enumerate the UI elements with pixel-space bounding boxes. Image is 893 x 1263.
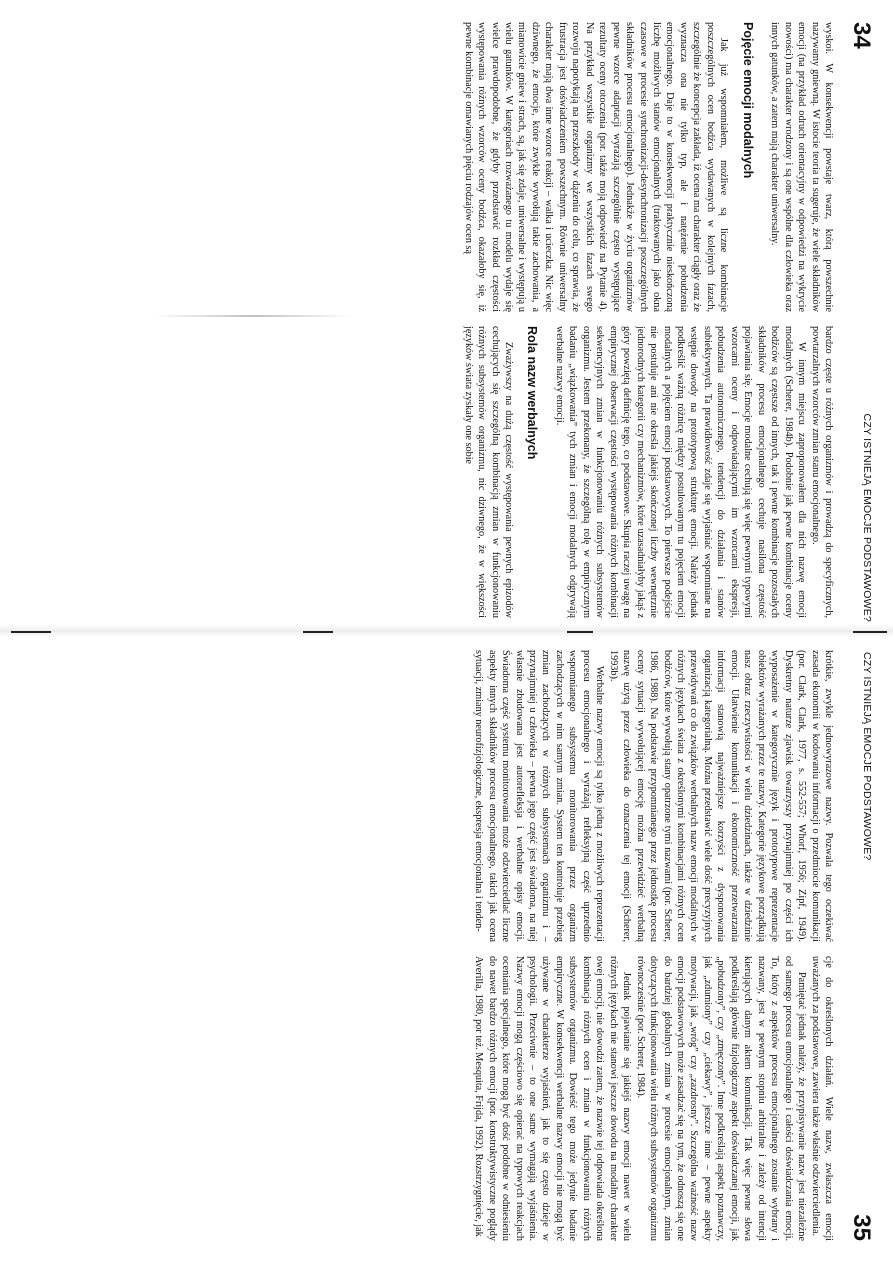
paragraph: krótkie, zwykle jednowyrazowe nazwy. Pozwala tego oczekiwać zasada ekonomii w kodowaniu informacji o przedmiocie komunikacji (por. Clark, Clark, 1977, s. 552-557; Whorf, 1956; Zipf, 1949). Dyskretny naturze zjawisk towarzyszy przynajmniej po części ich wyposażenie w kategorycznie język i prototypowe reprezentacje obiektów wyrażanych przez te nazwy. Kategorie językowe porządkują nasz obraz rzeczywistości w wielu dziedzinach, także w dziedzinie emocji. Ułatwienie komunikacji i ekonomiczność przetwarzania informacji stanowią najważniejsze korzyści z dysponowania organizacją kategorialną. Można przedstawić wiele dość precyzyjnych przewidywań co do związków werbalnych nazw emocji modalnych w różnych językach świata z określonymi kombinacjami różnych ocen bodźców, które wywołują stany opatrzone tymi nazwami (por. Scherer, 1986, 1988). Na podstawie przypomnianego przez jednostkę procesu oceny sytuacji wywołującej emocję można przewidzieć werbalną nazwę użytą przez człowieka do oznaczenia tej emocji (Scherer, 1993b).: [607, 650, 834, 942]
page-35: [0, 632, 893, 1263]
paragraph: Pamiętać jednak należy, że przypisywanie nazw jest niezależne od samego procesu emocjonalnego i całości doświadczania emocji. To, który z aspektów procesu emocjonalnego zostanie wybrany i nazwany, jest w pewnym stopniu arbitralne i zależy od intencji kierujących danym aktem komunikacji. Tak więc pewne słowa podkreślają głównie fizjologiczny aspekt doświadczanej emocji, jak „pobudzony”, czy „zmęczony”. Inne podkreślają aspekt poznawczy, jak „zdumiony” czy „ciekawy”, jeszcze inne – pewne aspekty motywacji, jak „wróg” czy „zazdrosny”. Szczególna ważność nazw emocji podstawowych może zasadzać się na tym, że odnoszą się one do bardziej globalnych zmian w procesie emocjonalnym, zmian dotyczących funkcjonowania wielu różnych subsystemów organizmu równocześnie (por. Scherer, 1984).: [634, 956, 808, 1241]
running-head: CZY ISTNIEJĄ EMOCJE PODSTAWOWE?: [861, 413, 873, 622]
paragraph: Werbalne nazwy emocji są tylko jedną z możliwych reprezentacji procesu emocjonalnego i wyrażają refleksyjną część uprzednio wspomnianego subsystemu monitorowania przez organizm zachodzących w nim samym zmian. System ten kontroluje przebieg zmian zachodzących w różnych subsystemach organizmu i – przynajmniej u człowieka – pewna jego część jest świadoma, na niej własnie zbudowana jest autorefleksja i werbalne opisy emocji. Świadoma część systemu monitorowania może odzwierciedlać liczne aspekty innych składników procesu emocjonalnego, takich jak ocena sytuacji, zmiany neurofizjologiczne, ekspresja emocjonalna i tenden-: [473, 650, 606, 942]
fold-mark: [11, 631, 51, 633]
fold-mark: [567, 631, 593, 633]
paragraph: Jednak pojawianie się jakiejś nazwy emocji nawet w wielu różnych językach nie stanowi jeszcze dowodu na modalny charakter owej emocji, nie dowodzi zatem, że nazwie tej odpowiada określona kombinacja różnych ocen i zmian w funkcjonowaniu różnych subsystemów organizmu. Dowieść tego może jedynie badanie empiryczne. W konsekwencji werbalne nazwy emocji nie mogą być używane w charakterze wyjaśnień, jak to się często dzieje w psychologii. Przeciwnie – to one same wymagają wyjaśnienia. Nazwy emocji mogą częściowo się opierać na typowych reakcjach oceniania specjalnego, które mogą być dość podobne w odniesieniu do nawet bardzo różnych emocji (por. konstruktywistyczne poglądy Averilla, 1980, por też. Mesquita, Frijda, 1992). Rozstrzygnięcie, jak: [473, 956, 633, 1241]
section-heading: Pojęcie emocji modalnych: [740, 22, 755, 179]
fold-mark: [303, 631, 333, 633]
paragraph: wyskoi. W konsekwencji powstaje twarz, którą powszechnie nazywamy gniewną. W istocie teoria ta sugeruje, że wiele składników emocji (na przykład odruch orientacyjny w odpowiedzi na wykrycie nowości) ma charakter wrodzony i są one wspólne dla człowieka oraz innych gatunków, a zatem mają charakter uniwersalny.: [769, 22, 834, 312]
text-column-1: [22, 650, 835, 942]
fold-mark: [853, 631, 887, 633]
text-column-2: [22, 956, 835, 1241]
section-heading: Rola nazw werbalnych: [525, 326, 540, 460]
scan-smudge: [153, 315, 353, 317]
paragraph: Zważywszy na dużą częstość występowania pewnych epizodów cechujących się szczególną kombinacją zmian w funkcjonowaniu różnych subsystemów organizmu, nic dziwnego, że w większości języków świata zyskały one sobie: [462, 326, 515, 618]
page-number: 34: [848, 22, 875, 49]
paragraph: bardzo częste u różnych organizmów i prowadzą do specyficznych, powtarzalnych wzorców zmian stanu emocjonalnego.: [809, 326, 834, 618]
text-column-2: [22, 326, 835, 618]
paragraph: W innym miejscu zaproponowałem dla nich nazwę emocji modalnych (Scherer, 1984b). Podobnie jak pewne kombinacje oceny bodźców są częstsze od innych, tak i pewne kombinacje pozostałych składników procesu emocjonalnego cechuje nasilona częstość pojawiania się. Emocje modalne cechują się więc pewnymi typowymi wzorcami oceny i odpowiadającymi im wzorcami ekspresji, pobudzenia autonomicznego, tendencji do działania i stanów subiektywnych. Ta prawidłowość zdaje się wyjaśniać wspomniane na wstępie dowody na prototypową strukturę emocji. Należy jednak podkreślić ważną różnicę między postulowanym tu pojęciem emocji modalnych a pojęciem emocji podstawowych. To pierwsze podejście nie postuluje ani nie określa jakiejś skończonej liczby wewnętrznie jednorodnych kategorii czy mechanizmów, które uzasadniałyby jakąś z góry powziętą definicję tego, co podstawowe. Skupia raczej uwagę na empirycznej obserwacji częstości występowania różnych kombinacji sekwencyjnych zmian w funkcjonowaniu różnych subsystemów organizmu. Jestem przekonany, że szczególną rolę w empirycznym badaniu „wiązkowania” tych zmian i emocji modalnych odgrywają werbalne nazwy emocji.: [553, 326, 808, 618]
running-head: CZY ISTNIEJĄ EMOCJE PODSTAWOWE?: [861, 652, 873, 861]
paragraph: cje do określonych działań. Wiele nazw, zwłaszcza emocji uważanych za podstawowe, zawiera także właśnie odzwierciedlenia.: [809, 956, 834, 1241]
page-number: 35: [848, 1214, 875, 1241]
text-column-1: [22, 22, 835, 312]
book-fold: [0, 624, 893, 638]
paragraph: Jak już wspomniałem, możliwe są liczne kombinacje poszczególnych ocen bodźca wydawanych w kolejnych fazach, szczególnie że koncepcja zakłada, iż ocena ma charakter ciągły oraz że wyznacza ona nie tylko typ, ale i natężenie pobudzenia emocjonalnego. Daje to w konsekwencji praktycznie nieskończoną liczbę możliwych stanów emocjonalnych (traktowanych jako okna czasowe w procesie synchronizacji-desynchronizacji poszczególnych składników procesu emocjonalnego). Jednakże w życiu organizmów pewne wzorce adaptacji wyrażają szczególnie często występujące rezultaty oceny otoczenia (por. także moją odpowiedź na Pytanie 4). Na przykład wszystkie organizmy we wszystkich fazach swego rozwoju napotykają na przeszkody w dążeniu do celu, co sprawia, że frustracja jest doświadczeniem powszechnym. Równie uniwersalny charakter mają dwa inne wzorce reakcji – walka i ucieczka. Nic więc dziwnego, że emocje, które zwykle wywołują takie zachowania, a mianowicie gniew i strach, są, jak się zdaje, uniwersalne i występują u wielu gatunków. W kategoriach rozważanego tu modelu wydaje się wielce prawdopodobne, że gdyby przedstawić rozkład częstości występowania różnych wzorców oceny bodźca, okazałoby się, iż pewne kombinacje omawianych pięciu rodzajów ocen są: [462, 22, 730, 312]
